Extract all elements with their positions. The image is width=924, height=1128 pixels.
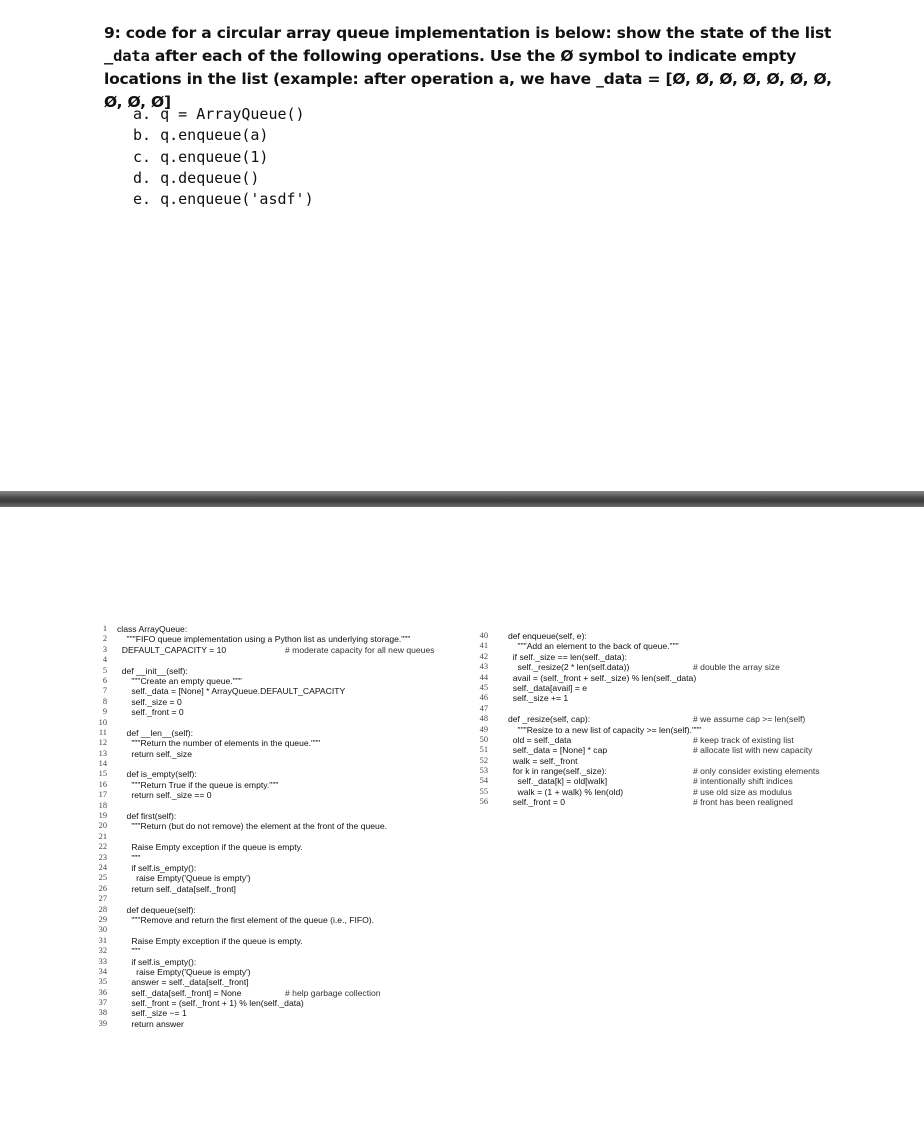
line-number: 35 [98,977,107,987]
code-text: self._data[avail] = e [508,682,588,693]
code-text: return self._size == 0 [117,790,212,801]
code-text: Raise Empty exception if the queue is empty. [117,842,303,853]
line-number: 45 [479,682,488,692]
code-text: DEFAULT_CAPACITY = 10 [117,644,227,655]
line-number: 6 [102,675,107,685]
code-line [95,1019,465,1029]
line-number: 39 [98,1018,107,1028]
code-comment: # we assume cap >= len(self) [693,714,806,725]
code-line [95,821,465,831]
line-number: 23 [98,852,107,862]
code-listing-left [95,624,465,1029]
line-number: 28 [98,904,107,914]
code-text: self._data = [None] * cap [508,745,608,756]
question-example-op: a, [498,70,515,88]
line-number: 31 [98,935,107,945]
code-line [95,842,465,852]
code-text: """Return (but do not remove) the element at the front of the queue. [117,821,387,832]
code-line [95,925,465,935]
line-number: 18 [98,800,107,810]
code-text: def __len__(self): [117,727,193,738]
code-text: self._front = 0 [508,797,566,808]
line-number: 32 [98,946,107,956]
code-line [468,745,848,755]
code-line [468,662,848,672]
code-line [95,832,465,842]
code-line [95,676,465,686]
code-text: walk = self._front [508,755,578,766]
code-comment: # front has been realigned [693,797,793,808]
code-line [95,728,465,738]
operation-d: d. q.dequeue() [133,168,260,187]
line-number: 9 [102,707,107,717]
line-number: 1 [102,624,107,633]
code-line [95,634,465,644]
code-text: class ArrayQueue: [117,624,188,634]
line-number: 13 [98,748,107,758]
line-number: 54 [479,776,488,786]
line-number: 51 [479,745,488,755]
line-number: 53 [479,766,488,776]
line-number: 41 [479,641,488,651]
code-text: self._resize(2 * len(self.data)) [508,662,630,673]
code-comment: # intentionally shift indices [693,776,793,787]
line-number: 36 [98,987,107,997]
code-text: return self._data[self._front] [117,883,236,894]
line-number: 47 [479,703,488,713]
line-number: 48 [479,714,488,724]
code-line [468,766,848,776]
code-text: """Create an empty queue.""" [117,675,242,686]
line-number: 49 [479,724,488,734]
operation-a: a. q = ArrayQueue() [133,105,305,123]
line-number: 20 [98,821,107,831]
code-text: """FIFO queue implementation using a Python list as underlying storage.""" [117,634,411,645]
line-number: 44 [479,672,488,682]
code-line [95,759,465,769]
code-text: if self._size == len(self._data): [508,651,627,662]
code-line [468,756,848,766]
code-text: """ [117,852,141,863]
code-line [95,936,465,946]
code-text: avail = (self._front + self._size) % len(self._data) [508,672,697,683]
code-line [95,780,465,790]
line-number: 17 [98,790,107,800]
code-line [95,738,465,748]
line-number: 37 [98,998,107,1008]
line-number: 42 [479,651,488,661]
code-text: Raise Empty exception if the queue is empty. [117,935,303,946]
code-line [468,704,848,714]
code-line [95,905,465,915]
question-part-3: we have _data = [Ø, Ø, Ø, Ø, Ø, Ø, Ø, Ø, Ø, Ø] [104,70,832,111]
code-line [95,707,465,717]
operations-list [133,104,314,210]
line-number: 50 [479,734,488,744]
line-number: 43 [479,662,488,672]
code-line [468,683,848,693]
line-number: 2 [102,634,107,644]
line-number: 22 [98,842,107,852]
code-line [468,787,848,797]
line-number: 30 [98,925,107,935]
code-text: self._size += 1 [508,693,569,704]
question-part-2: after each of the following operations. Use the Ø symbol to indicate empty locations in the list (example: after operation [104,47,797,88]
code-line [468,725,848,735]
code-line [95,749,465,759]
code-line [95,697,465,707]
code-comment: # moderate capacity for all new queues [285,644,435,655]
code-line [95,998,465,1008]
code-text: def is_empty(self): [117,769,197,780]
code-text: answer = self._data[self._front] [117,977,249,988]
code-line [95,957,465,967]
code-line [95,967,465,977]
line-number: 29 [98,914,107,924]
section-divider [0,491,924,507]
code-line [95,988,465,998]
code-line [95,811,465,821]
line-number: 34 [98,966,107,976]
line-number: 4 [102,655,107,665]
code-line [95,718,465,728]
code-comment: # keep track of existing list [693,734,794,745]
code-text: self._data[self._front] = None [117,987,242,998]
code-line [468,693,848,703]
code-comment: # help garbage collection [285,987,381,998]
code-line [95,863,465,873]
code-line [95,801,465,811]
code-text: """Add an element to the back of queue.""" [508,641,679,652]
line-number: 46 [479,693,488,703]
operation-b: b. q.enqueue(a) [133,126,269,145]
code-text: """Return the number of elements in the queue.""" [117,738,321,749]
code-comment: # use old size as modulus [693,786,792,797]
line-number: 38 [98,1008,107,1018]
line-number: 19 [98,811,107,821]
line-number: 12 [98,738,107,748]
code-line [468,714,848,724]
line-number: 15 [98,769,107,779]
code-line [468,673,848,683]
code-text: return answer [117,1018,184,1029]
code-line [95,655,465,665]
operation-e: e. q.enqueue('asdf') [133,190,314,209]
line-number: 25 [98,873,107,883]
code-text: walk = (1 + walk) % len(old) [508,786,624,797]
code-text: return self._size [117,748,192,759]
code-text: self._front = 0 [117,707,184,718]
line-number: 10 [98,717,107,727]
code-line [468,641,848,651]
code-line [95,884,465,894]
code-listing-right [468,631,848,808]
line-number: 56 [479,797,488,807]
code-text: self._data[k] = old[walk] [508,776,608,787]
code-line [468,735,848,745]
line-number: 33 [98,956,107,966]
code-line [468,776,848,786]
code-line [468,797,848,807]
code-text: self._front = (self._front + 1) % len(self._data) [117,998,304,1009]
code-line [95,946,465,956]
code-text: raise Empty('Queue is empty') [117,873,251,884]
line-number: 40 [479,631,488,640]
code-line [95,624,465,634]
code-text: if self.is_empty(): [117,956,197,967]
code-text: if self.is_empty(): [117,862,197,873]
code-comment: # double the array size [693,662,780,673]
line-number: 27 [98,894,107,904]
code-line [95,977,465,987]
code-text: """Return True if the queue is empty.""" [117,779,279,790]
code-text: """Remove and return the first element of the queue (i.e., FIFO). [117,914,375,925]
code-text: self._size −= 1 [117,1008,187,1019]
question-part-1: 9: code for a circular array queue implementation is below: show the state of the list [104,24,832,42]
code-text: for k in range(self._size): [508,766,607,777]
line-number: 5 [102,665,107,675]
code-text: def _resize(self, cap): [508,714,591,725]
code-comment: # allocate list with new capacity [693,745,813,756]
question-text [104,22,834,114]
code-line [95,853,465,863]
code-text: def dequeue(self): [117,904,196,915]
code-line [95,666,465,676]
code-text: old = self._data [508,734,572,745]
line-number: 14 [98,759,107,769]
code-text: def enqueue(self, e): [508,631,587,641]
code-line [468,652,848,662]
code-line [95,1008,465,1018]
code-line [95,873,465,883]
code-text: """Resize to a new list of capacity >= len(self).""" [508,724,702,735]
line-number: 7 [102,686,107,696]
code-line [95,769,465,779]
line-number: 26 [98,883,107,893]
line-number: 21 [98,831,107,841]
code-text: self._data = [None] * ArrayQueue.DEFAULT_CAPACITY [117,686,346,697]
code-line [95,790,465,800]
code-comment: # only consider existing elements [693,766,820,777]
code-line [468,631,848,641]
line-number: 55 [479,786,488,796]
code-text: self._size = 0 [117,696,182,707]
line-number: 11 [98,727,107,737]
line-number: 8 [102,696,107,706]
code-text: def first(self): [117,811,177,822]
code-line [95,686,465,696]
line-number: 52 [479,755,488,765]
code-line [95,915,465,925]
code-text: raise Empty('Queue is empty') [117,966,251,977]
code-line [95,645,465,655]
operation-c: c. q.enqueue(1) [133,147,269,166]
line-number: 16 [98,779,107,789]
code-text: """ [117,946,141,957]
code-line [95,894,465,904]
code-text: def __init__(self): [117,665,188,676]
question-var-data: _data [104,47,150,65]
line-number: 24 [98,862,107,872]
line-number: 3 [102,644,107,654]
